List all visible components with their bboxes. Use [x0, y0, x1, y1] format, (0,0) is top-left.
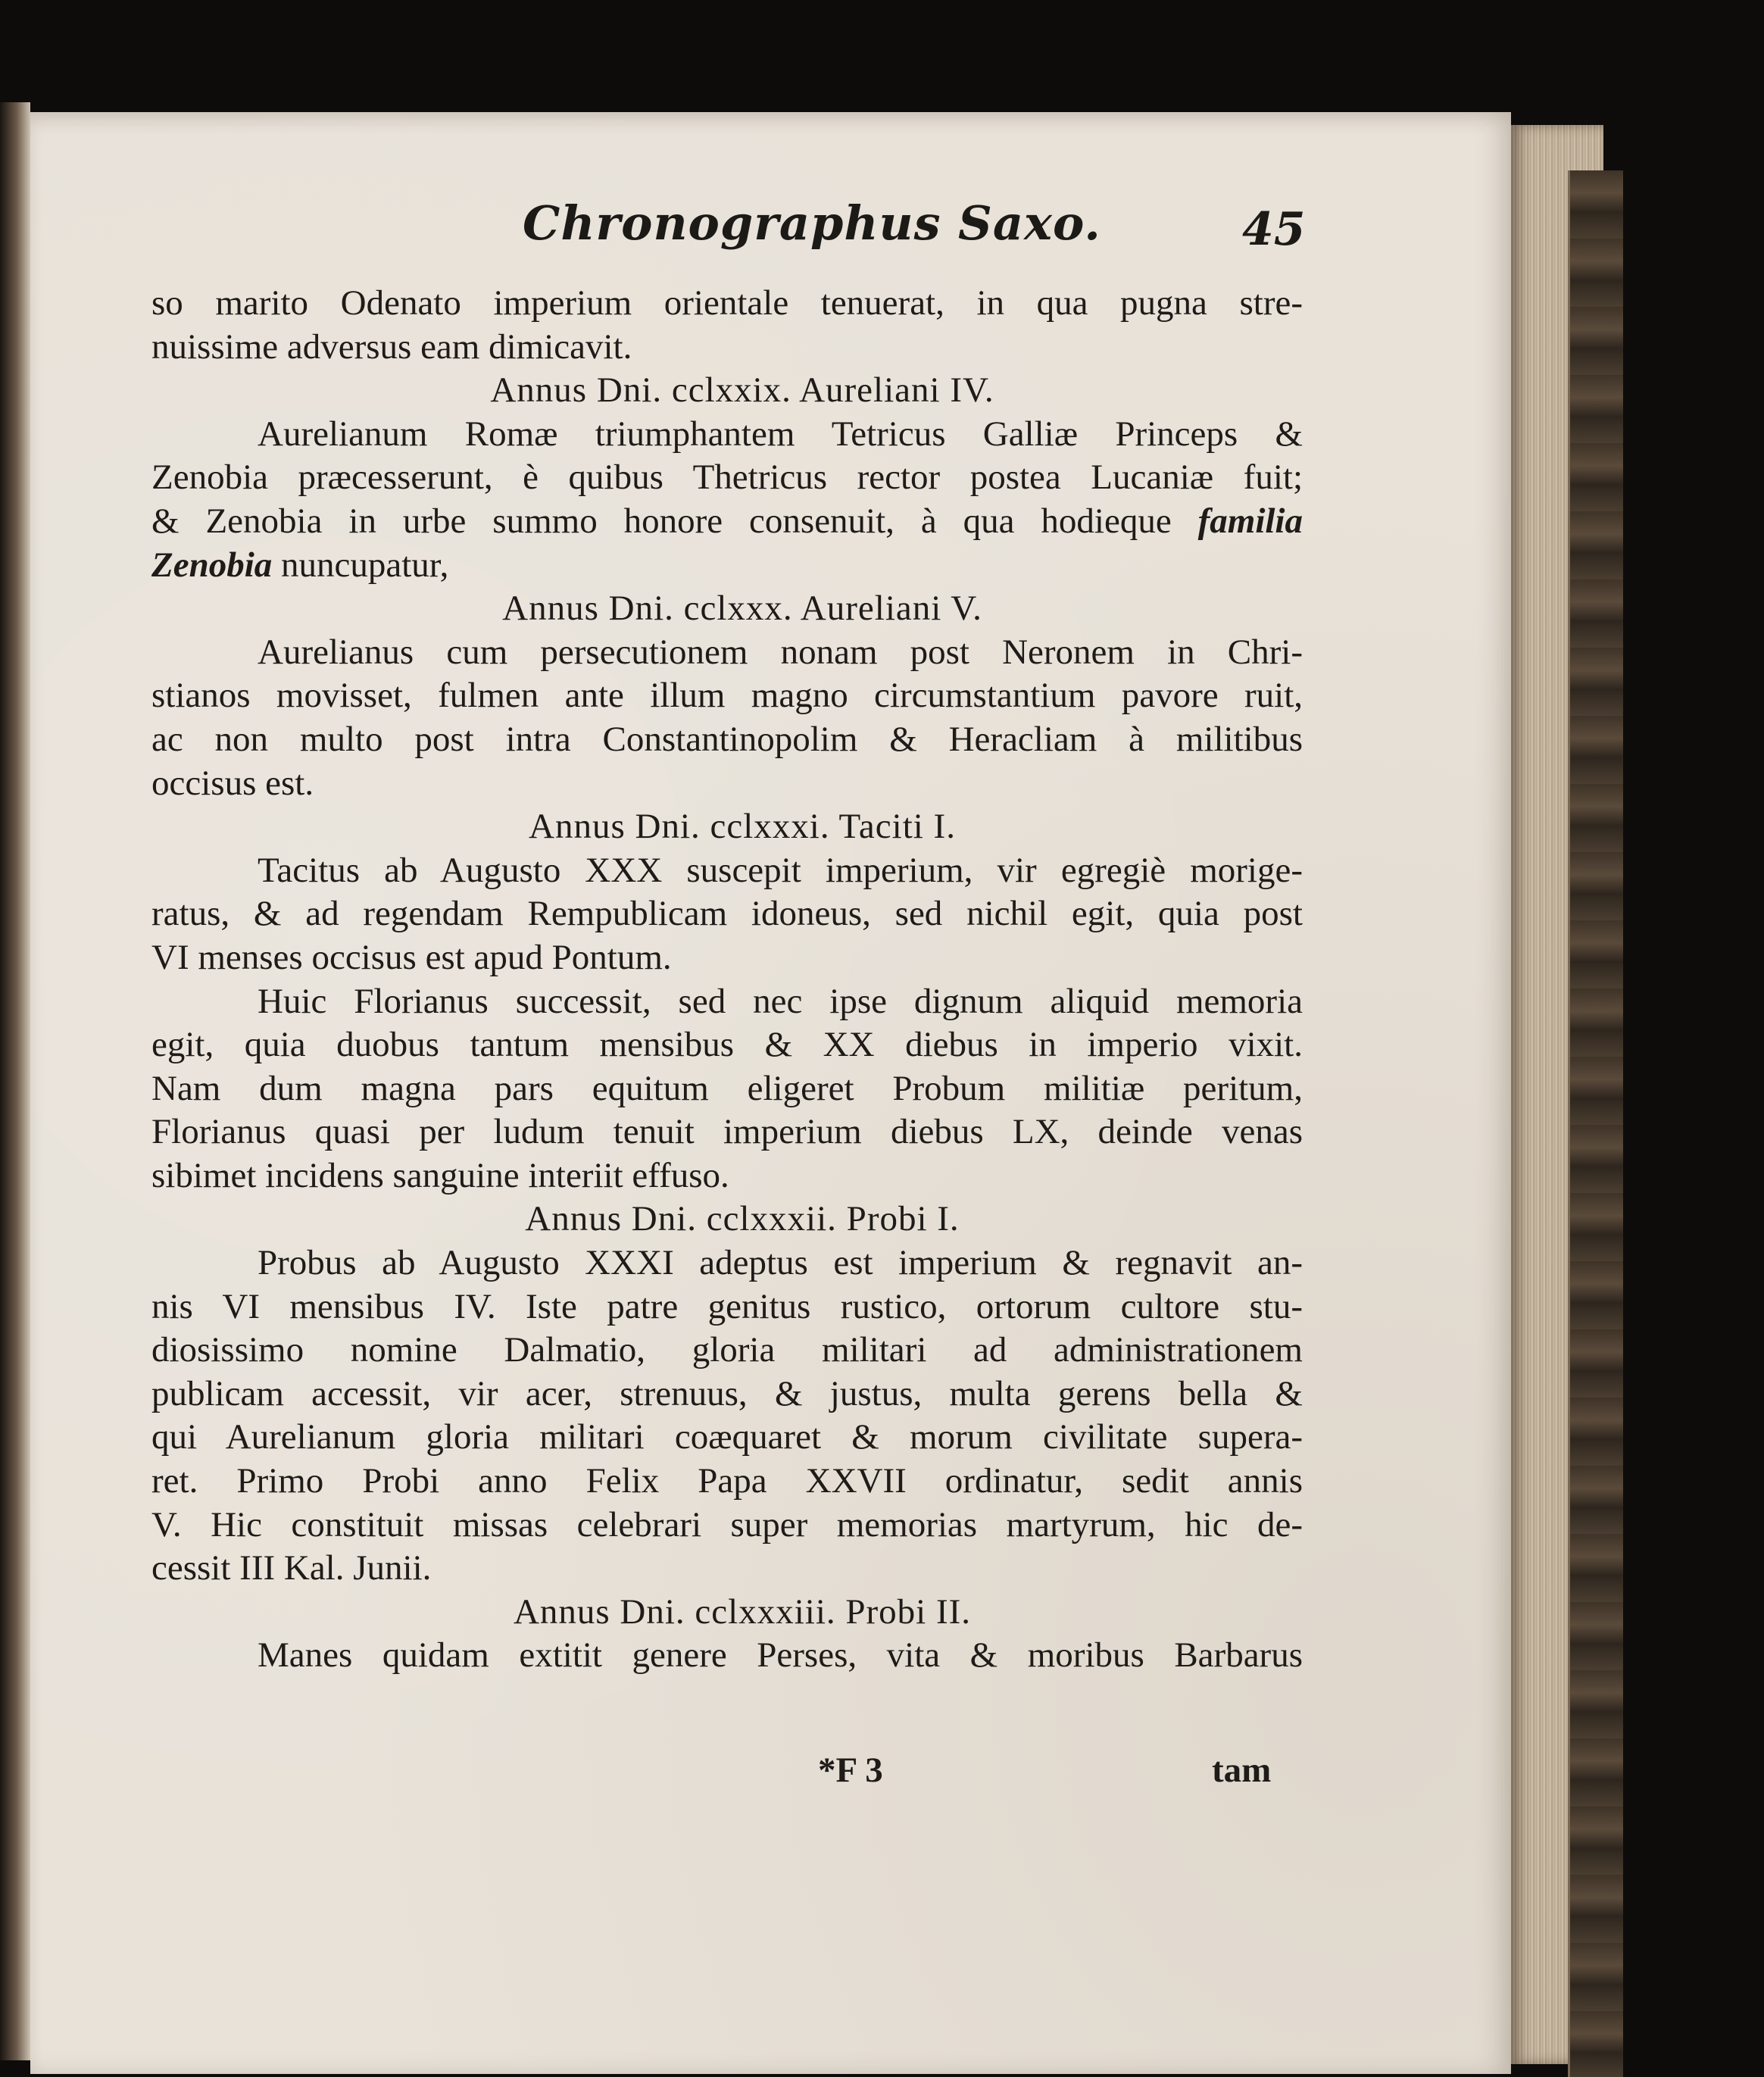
year-heading: Annus Dni. cclxxxiii. Probi II.: [513, 1591, 972, 1632]
text-line: VI menses occisus est apud Pontum.: [151, 937, 672, 977]
text-line: V. Hic constituit missas celebrari super memorias martyrum, hic de-: [151, 1504, 1303, 1544]
year-heading: Annus Dni. cclxxxi. Taciti I.: [529, 807, 956, 847]
italic-word: Zenobia: [151, 545, 273, 585]
text-line: Zenobia nuncupatur,: [151, 545, 449, 585]
text-line: nuissime adversus eam dimicavit.: [151, 326, 632, 367]
text-line: stianos movisset, fulmen ante illum magno circumstantium pavore ruit,: [151, 676, 1303, 716]
text-line: sibimet incidens sanguine interiit effuso.: [151, 1155, 729, 1195]
body-text: [151, 282, 1303, 1678]
facing-page-edge: [0, 102, 30, 2060]
year-heading: Annus Dni. cclxxix. Aureliani IV.: [490, 370, 994, 411]
text-line: Aurelianus cum persecutionem nonam post Neronem in Chri-: [258, 632, 1303, 672]
year-heading: Annus Dni. cclxxx. Aureliani V.: [502, 589, 982, 629]
text-line: Tacitus ab Augusto XXX suscepit imperium, vir egregiè morige-: [258, 850, 1303, 890]
italic-word: familia: [1197, 501, 1303, 541]
text-line: egit, quia duobus tantum mensibus & XX diebus in imperio vixit.: [151, 1025, 1303, 1065]
text-line: Nam dum magna pars equitum eligeret Probum militiæ peritum,: [151, 1068, 1303, 1108]
text-line: & Zenobia in urbe summo honore consenuit, à qua hodieque familia: [151, 501, 1303, 541]
signature-mark: *F 3: [818, 1751, 883, 1790]
text-line: cessit III Kal. Junii.: [151, 1548, 432, 1588]
text-line: Probus ab Augusto XXXI adeptus est imperium & regnavit an-: [258, 1243, 1303, 1283]
book-cover-edge: [1568, 170, 1623, 2077]
text-line: nis VI mensibus IV. Iste patre genitus rustico, ortorum cultore stu-: [151, 1286, 1303, 1326]
text-line: diosissimo nomine Dalmatio, gloria militari ad administrationem: [151, 1330, 1303, 1370]
text-line: ratus, & ad regendam Rempublicam idoneus, sed nichil egit, quia post: [151, 894, 1303, 934]
text-line: Aurelianum Romæ triumphantem Tetricus Galliæ Princeps &: [258, 414, 1303, 454]
running-title: Chronographus Saxo.: [523, 195, 1101, 251]
text-line: so marito Odenato imperium orientale tenuerat, in qua pugna stre-: [151, 283, 1303, 323]
text-line: publicam accessit, vir acer, strenuus, & justus, multa gerens bella &: [151, 1373, 1303, 1413]
text-line: qui Aurelianum gloria militari coæquaret & morum civilitate supera-: [151, 1417, 1303, 1457]
text-line: Florianus quasi per ludum tenuit imperium diebus LX, deinde venas: [151, 1112, 1303, 1152]
text-line: occisus est.: [151, 763, 314, 803]
page-number: 45: [1242, 203, 1306, 256]
year-heading: Annus Dni. cclxxxii. Probi I.: [525, 1199, 960, 1239]
text-line: Zenobia præcesserunt, è quibus Thetricus rector postea Lucaniæ fuit;: [151, 458, 1303, 498]
text-line: ret. Primo Probi anno Felix Papa XXVII ordinatur, sedit annis: [151, 1461, 1303, 1501]
catchword: tam: [1212, 1751, 1272, 1790]
text-line: ac non multo post intra Constantinopolim & Heracliam à militibus: [151, 719, 1303, 759]
text-line: Manes quidam extitit genere Perses, vita & moribus Barbarus: [258, 1635, 1303, 1676]
text-line: Huic Florianus successit, sed nec ipse dignum aliquid memoria: [258, 981, 1303, 1021]
